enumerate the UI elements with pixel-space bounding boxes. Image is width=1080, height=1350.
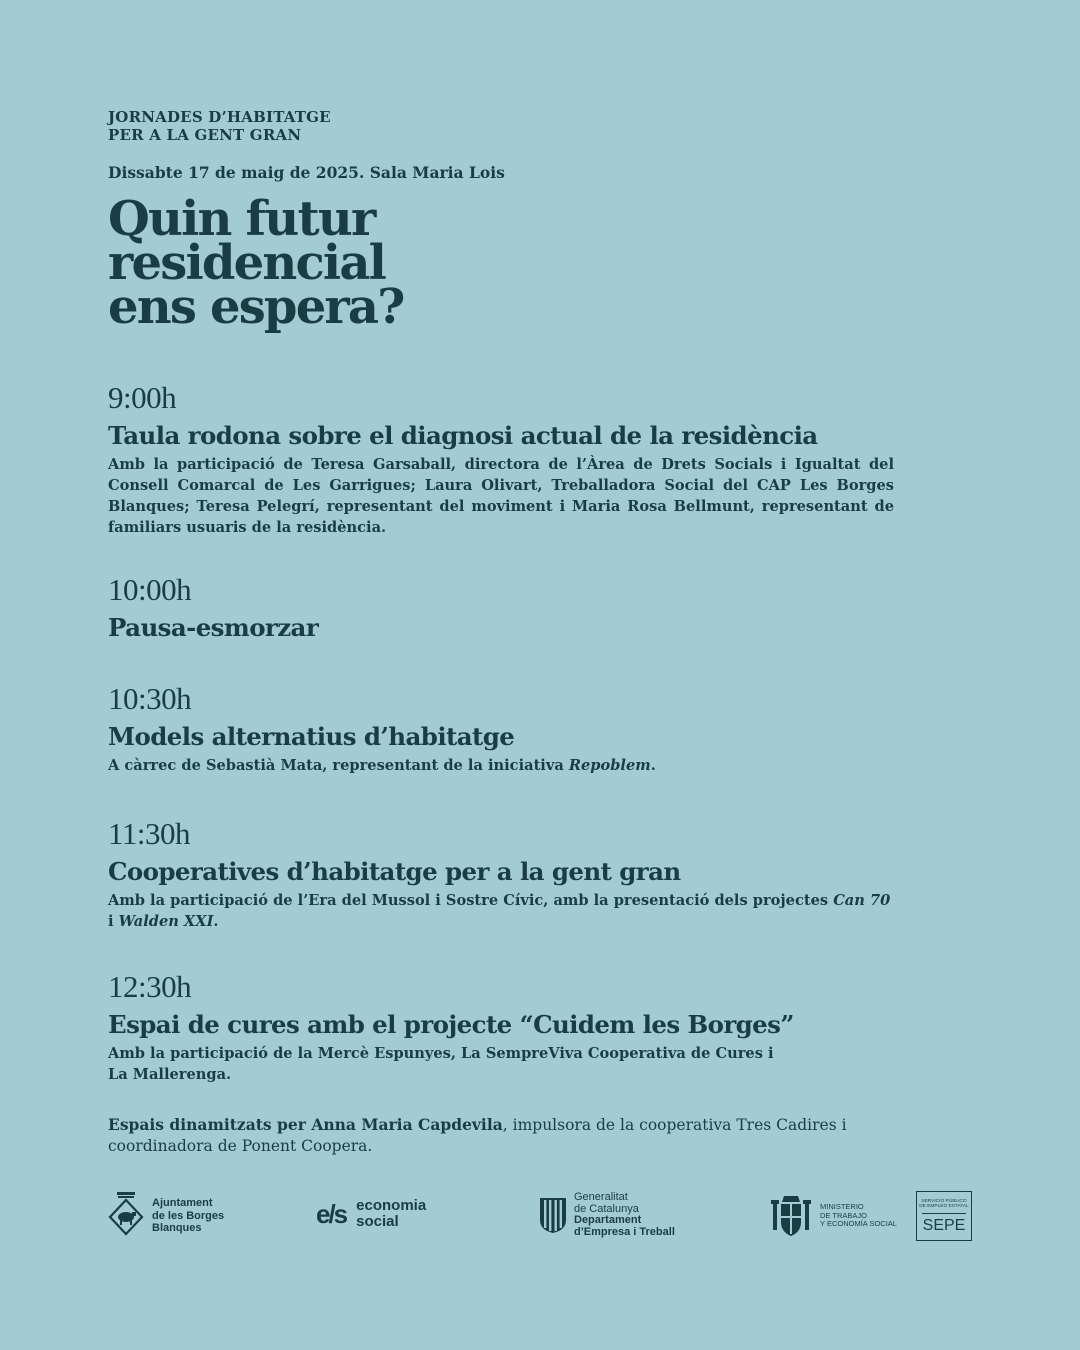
session-item	[108, 573, 894, 643]
ajuntament-line-1: Ajuntament	[152, 1197, 213, 1210]
session-time: 10:30h	[108, 681, 192, 716]
sepe-wordmark: SEPE	[922, 1216, 966, 1234]
event-series-label	[108, 108, 938, 144]
eyebrow-line-2: PER A LA GENT GRAN	[108, 126, 302, 144]
session-title: Taula rodona sobre el diagnosi actual de la residència	[108, 421, 818, 450]
session-title: Cooperatives d’habitatge per a la gent gran	[108, 857, 681, 886]
ajuntament-crest-icon	[108, 1190, 144, 1242]
generalitat-logo	[538, 1192, 675, 1238]
session-title: Espai de cures amb el projecte “Cuidem les Borges”	[108, 1010, 794, 1039]
ajuntament-logo	[108, 1190, 224, 1242]
title-line-2: residencial	[108, 235, 386, 291]
session-time: 9:00h	[108, 380, 177, 415]
session-title: Pausa-esmorzar	[108, 613, 319, 642]
page-title	[108, 191, 938, 335]
sponsor-logos	[0, 1186, 1080, 1246]
session-item	[108, 970, 894, 1085]
ajuntament-line-3: Blanques	[152, 1222, 202, 1235]
session-item	[108, 381, 894, 538]
sepe-logo	[916, 1191, 972, 1241]
desc-italic-1: Can 70	[833, 892, 891, 909]
economia-line-1: economia	[356, 1197, 427, 1214]
session-time: 10:00h	[108, 572, 192, 607]
session-description	[108, 1043, 894, 1085]
desc-italic: Repoblem	[568, 757, 651, 774]
ministerio-line-3: Y ECONOMÍA SOCIAL	[820, 1219, 897, 1229]
eyebrow-line-1: JORNADES D’HABITATGE	[108, 108, 331, 126]
desc-text-end: .	[213, 913, 219, 930]
session-item	[108, 682, 894, 776]
facilitator-post: , impulsora de la cooperativa Tres Cadires i coordinadora de Ponent Coopera.	[108, 1116, 847, 1155]
desc-text: Amb la participació de l’Era del Mussol i Sostre Cívic, amb la presentació dels projectes	[108, 892, 834, 909]
desc-line-2: La Mallerenga.	[108, 1066, 232, 1083]
gencat-line-3: Departament	[574, 1214, 642, 1226]
ministerio-line-2: DE TRABAJO	[820, 1210, 867, 1220]
facilitator-name: Anna Maria Capdevila	[311, 1115, 503, 1134]
economia-line-2: social	[356, 1213, 399, 1230]
spain-coat-of-arms-icon	[770, 1194, 812, 1238]
desc-line-1: Amb la participació de la Mercè Espunyes, La SempreViva Cooperativa de Cures i	[108, 1045, 774, 1062]
session-description: Amb la participació de Teresa Garsaball, directora de l’Àrea de Drets Socials i Igualtat del Consell Comarcal de Les Garrigues; Laura Olivart, Treballadora Social del CAP Les Borges Blanques; Teresa Pelegrí, representant del moviment i Maria Rosa Bellmunt, representant de familiars usuaris de la residència.	[108, 456, 894, 536]
economia-social-mark: e/s	[316, 1199, 347, 1229]
facilitator-note	[108, 1114, 938, 1157]
ministerio-logo	[770, 1194, 897, 1238]
session-item	[108, 817, 894, 932]
session-time: 11:30h	[108, 816, 190, 851]
desc-text: A càrrec de Sebastià Mata, representant de la iniciativa	[108, 757, 569, 774]
session-time: 12:30h	[108, 969, 192, 1004]
title-line-3: ens espera?	[108, 279, 404, 335]
ajuntament-line-2: de les Borges	[152, 1209, 225, 1222]
gencat-line-1: Generalitat	[574, 1191, 628, 1203]
desc-text-mid: i	[108, 913, 119, 930]
session-title: Models alternatius d’habitatge	[108, 722, 515, 751]
economia-social-logo	[316, 1198, 426, 1230]
gencat-line-2: de Catalunya	[574, 1202, 639, 1215]
gencat-line-4: d’Empresa i Treball	[574, 1225, 675, 1238]
desc-italic-2: Walden XXI	[118, 913, 214, 930]
title-line-1: Quin futur	[108, 191, 375, 247]
session-description	[108, 890, 894, 932]
ministerio-line-1: MINISTERIO	[820, 1202, 864, 1212]
event-dateline: Dissabte 17 de maig de 2025. Sala Maria Lois	[108, 163, 505, 182]
desc-text-end: .	[650, 757, 656, 774]
header	[108, 108, 938, 335]
generalitat-shield-icon	[538, 1196, 568, 1234]
sepe-small-line-2: DE EMPLEO ESTATAL	[919, 1204, 969, 1209]
session-description	[108, 755, 894, 776]
sepe-divider	[922, 1213, 966, 1214]
sepe-small-line-1: SERVICIO PÚBLICO	[921, 1198, 967, 1204]
facilitator-pre: Espais dinamitzats per	[108, 1115, 312, 1134]
